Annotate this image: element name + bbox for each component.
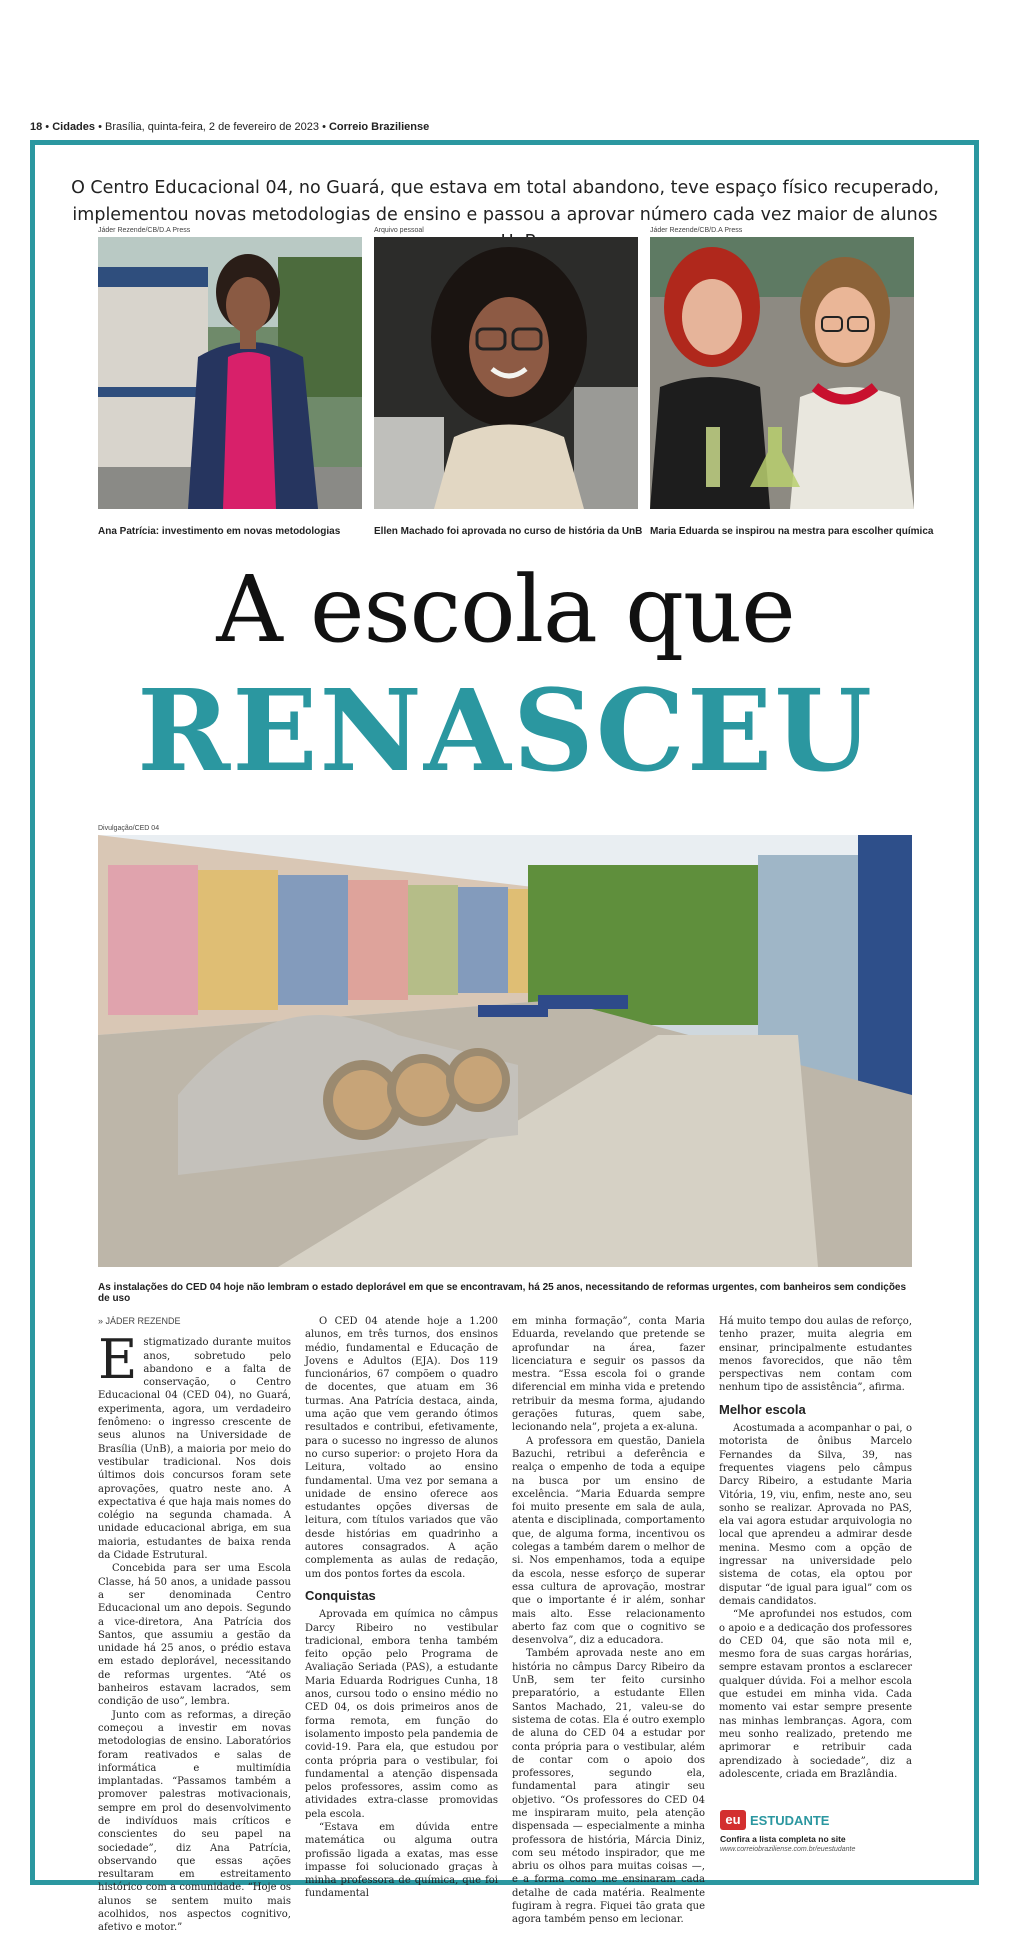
newspaper-name: Correio Braziliense bbox=[328, 121, 430, 133]
article-column-3 bbox=[512, 1315, 705, 1927]
paragraph: Acostumada a acompanhar o pai, o motorista de ônibus Marcelo Fernandes da Silva, 39, nas frequentes viagens pelo câmpus Darcy Ribeiro, a estudante Maria Vitória, 19, viu, enfim, neste ano, seu sonho se realizar. Aprovada no PAS, ela vai agora estudar arquivologia no local que aprendeu a admirar desde menina. Mesmo com a opção de ingressar na universidade pelo sistema de cotas, ela optou por disputar “de igual para igual” com os demais candidatos. bbox=[719, 1423, 912, 1607]
photo-credit-1: Jáder Rezende/CB/D.A Press bbox=[98, 227, 191, 234]
paragraph: Também aprovada neste ano em história no câmpus Darcy Ribeiro da UnB, sem ter feito cursinho preparatório, a estudante Ellen Santos Machado, 21, valeu-se do sistema de cotas. Ela é outro exemplo de aluna do CED 04 a estudar por conta própria para o vestibular, além de contar com o apoio dos professores, segundo ela, fundamental para atingir seu objetivo. “Os professores do CED 04 me inspiraram muito, pela atenção dispensada — especialmente a minha professora de história, Márcia Diniz, com seu método inspirador, que me abriu os olhos para muitas coisas —, e a forma como me ensinaram cada detalhe de cada matéria. Realmente fugiram à regra. Fiquei tão grata que agora também penso em lecionar. bbox=[512, 1648, 705, 1926]
photo-credit-3: Jáder Rezende/CB/D.A Press bbox=[650, 227, 743, 234]
page-number: 18 bbox=[30, 121, 43, 133]
paragraph: Concebida para ser uma Escola Classe, há 50 anos, a unidade passou a ser denominada Centro Educacional um ano depois. Segundo a vice-diretora, Ana Patrícia dos Santos, que assumiu a gestão da unidade há 25 anos, o prédio estava em estado deplorável, necessitando de reformas urgentes. “Até os banheiros estavam lacrados, sem condição de uso”, lembra. bbox=[98, 1563, 291, 1708]
promo-url[interactable]: www.correiobraziliense.com.br/euestudante bbox=[720, 1846, 856, 1853]
subheading-melhor-escola: Melhor escola bbox=[719, 1401, 806, 1417]
photo-maria-eduarda-image bbox=[650, 237, 914, 509]
article-column-4 bbox=[719, 1315, 912, 1781]
photo-caption-3: Maria Eduarda se inspirou na mestra para escolher química bbox=[650, 526, 934, 537]
eu-estudante-logo[interactable] bbox=[720, 1810, 829, 1830]
promo-text: Confira a lista completa no site bbox=[720, 1834, 846, 1844]
photo-credit-2: Arquivo pessoal bbox=[374, 227, 424, 234]
article-subhead: O Centro Educacional 04, no Guará, que estava em total abandono, teve espaço físico recuperado, implementou novas metodologias de ensino e passou a aprovar número cada vez maior de alunos bbox=[71, 178, 939, 225]
main-photo-school-image bbox=[98, 835, 912, 1267]
subheading-conquistas: Conquistas bbox=[305, 1587, 376, 1603]
page-folio: 18 • Cidades • Brasília, quinta-feira, 2 de fevereiro de 2023 • Correio Braziliense bbox=[30, 121, 430, 133]
drop-cap: E bbox=[98, 1328, 138, 1392]
main-photo-credit: Divulgação/CED 04 bbox=[98, 825, 160, 832]
paragraph: em minha formação”, conta Maria Eduarda, revelando que pretende se aprofundar na área, fazer licenciatura e seguir os passos da mestra. “Essa escola foi o grande diferencial em minha vida e pretendo retribuir da mesma forma, ajudando gerações futuras, quem sabe, lecionando nela”, projeta a ex-aluna. bbox=[512, 1316, 705, 1434]
eu-logo-text: ESTUDANTE bbox=[750, 1812, 830, 1828]
photo-caption-1: Ana Patrícia: investimento em novas metodologias bbox=[98, 526, 341, 537]
paragraph: Aprovada em química no câmpus Darcy Ribeiro no vestibular tradicional, embora tenha também feito opção pelo Programa de Avaliação Seriada (PAS), a estudante Maria Eduarda Rodrigues Cunha, 18 anos, cursou todo o ensino médio no CED 04, os dois primeiros anos de forma remota, em função do isolamento imposto pela pandemia de covid-19. Para ela, que estudou por conta própria para o vestibular, foi fundamental a atenção dispensada pelos professores, assim como as atividades extra-classe promovidas pela escola. bbox=[305, 1609, 498, 1820]
article-column-1 bbox=[98, 1315, 291, 1935]
dateline: Brasília, quinta-feira, 2 de fevereiro de 2023 bbox=[104, 121, 320, 133]
headline-line-2: RENASCEU bbox=[137, 666, 874, 797]
paragraph: Junto com as reformas, a direção começou a investir em novas metodologias de ensino. Laboratórios foram reativados e salas de informática e multimídia implantadas. “Passamos também a promover palestras motivacionais, sempre em prol do desenvolvimento de indivíduos mais críticos e conscientes do seu papel na sociedade”, diz Ana Patrícia, observando que essas ações resultaram em estreitamento histórico com a comunidade. “Hoje os alunos se sentem muito mais acolhidos, nos aspectos cognitivo, afetivo e motor.” bbox=[98, 1709, 291, 1934]
paragraph: A professora em questão, Daniela Bazuchi, retribui a deferência e realça o empenho de toda a equipe na busca por um ensino de excelência. “Maria Eduarda sempre foi muito presente em sala de aula, atenta e disciplinada, comportamento que, de alguma forma, incentivou os colegas a também darem o melhor de si. Nos empenhamos, toda a equipe da escola, nesse esforço de superar essa cultura de aprovação, mostrar que o importante é ir além, sonhar mais alto. Esse relacionamento aberto faz com que o cognitivo se desenvolva”, diz a educadora. bbox=[512, 1435, 705, 1647]
paragraph: O CED 04 atende hoje a 1.200 alunos, em três turnos, dos ensinos médio, fundamental e Educação de Jovens e Adultos (EJA). Dos 119 funcionários, 67 compõem o quadro de docentes, que atuam em 36 turmas. Ana Patrícia destaca, ainda, uma ação que vem gerando ótimos resultados e contribui, efetivamente, para o sucesso no ingresso de alunos no curso superior: o projeto Hora da Leitura, voltado ao ensino fundamental. Uma vez por semana a unidade de ensino oferece aos estudantes opções diversas de leitura, com títulos variados que vão desde histórias em quadrinho a autores consagrados. A ação complementa as aulas de redação, um dos pontos fortes da escola. bbox=[305, 1316, 498, 1580]
photo-ellen-machado bbox=[374, 237, 638, 509]
section-name: Cidades bbox=[52, 121, 96, 133]
photo-ellen-machado-image bbox=[374, 237, 638, 509]
main-photo-school bbox=[98, 835, 912, 1267]
main-photo-caption: As instalações do CED 04 hoje não lembram o estado deplorável em que se encontravam, há 25 anos, necessitando de reformas urgentes, com banheiros sem condições de uso bbox=[98, 1282, 907, 1304]
headline-line-1: A escola que bbox=[216, 556, 795, 663]
paragraph: “Me aprofundei nos estudos, com o apoio e a dedicação dos professores do CED 04, que são nota mil e, mesmo fora de suas cargas horárias, sempre estavam prontos a esclarecer qualquer dúvida. Foi a melhor escola que estudei em minha vida. Cada momento vai estar sempre presente nas minhas lembranças. Agora, com meu sonho realizado, pretendo me aprimorar e retribuir cada aprendizado à sociedade”, diz a adolescente, criada em Brazlândia. bbox=[719, 1609, 912, 1780]
paragraph-text: stigmatizado durante muitos anos, sobretudo pelo abandono e a falta de conservação, o Centro Educacional 04 (CED 04), no Guará, experimenta, agora, um verdadeiro fenômeno: o ingresso crescente de seus alunos na Universidade de Brasília (UnB), a maioria por meio do vestibular tradicional. Nos dois últimos dois concursos foram sete aprovações, quatro neste ano. A expectativa é que haja mais nomes do colégio na segunda chamada. A unidade educacional abriga, em sua maioria, estudantes de baixa renda da Cidade Estrutural. bbox=[98, 1337, 291, 1562]
paragraph: Há muito tempo dou aulas de reforço, tenho prazer, muita alegria em ensinar, principalmente estudantes menos favorecidos, que não têm perspectivas nem contam com nenhum tipo de assistência”, afirma. bbox=[719, 1316, 912, 1394]
paragraph bbox=[98, 1328, 291, 1562]
paragraph: “Estava em dúvida entre matemática ou alguma outra profissão ligada a exatas, mas esse impasse foi solucionado graças à minha professora de química, que foi fundamental bbox=[305, 1821, 498, 1900]
photo-ana-patricia-image bbox=[98, 237, 362, 509]
photo-caption-2: Ellen Machado foi aprovada no curso de história da UnB bbox=[374, 526, 643, 537]
eu-logo-mark: eu bbox=[720, 1810, 746, 1830]
photo-maria-eduarda bbox=[650, 237, 914, 509]
article-column-2 bbox=[305, 1315, 498, 1901]
byline: » JÁDER REZENDE bbox=[98, 1316, 181, 1326]
photo-ana-patricia bbox=[98, 237, 362, 509]
